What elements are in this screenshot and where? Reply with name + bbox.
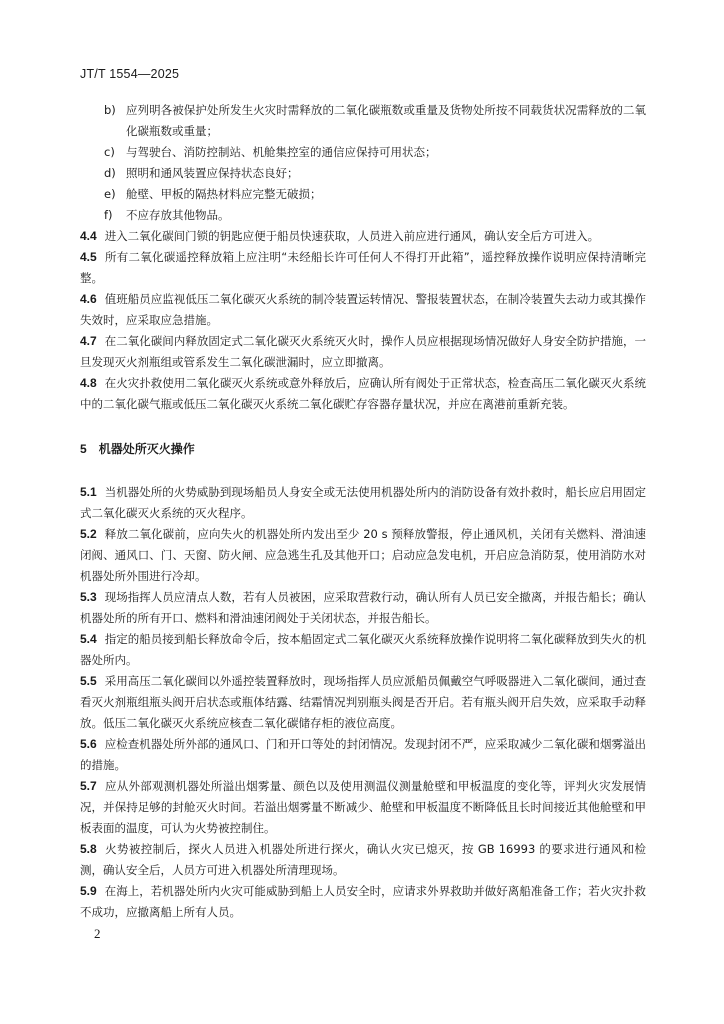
standard-code: JT/T 1554—2025 [80, 67, 180, 81]
clause-number: 4.8 [80, 376, 97, 390]
clause-number: 5.9 [80, 884, 97, 898]
clause-text: 应检查机器处所外部的通风口、门和开口等处的封闭情况。发现封闭不严，应采取减少二氧化碳和烟雾溢出的措施。 [80, 737, 646, 772]
clause [80, 881, 646, 923]
clause [80, 776, 646, 839]
clause-number: 5.4 [80, 632, 97, 646]
clause [80, 524, 646, 587]
list-text: 不应存放其他物品。 [126, 208, 230, 222]
clause [80, 734, 646, 776]
clause-number: 5.3 [80, 590, 97, 604]
clause-text: 值班船员应监视低压二氧化碳灭火系统的制冷装置运转情况、警报装置状态，在制冷装置失去动力或其操作失效时，应采取应急措施。 [80, 292, 646, 327]
clause [80, 331, 646, 373]
clause-text: 在火灾扑救使用二氧化碳灭火系统或意外释放后，应确认所有阀处于正常状态，检查高压二氧化碳灭火系统中的二氧化碳气瓶或低压二氧化碳灭火系统二氧化碳贮存容器存量状况，并应在离港前重新充装。 [80, 376, 646, 411]
clause [80, 482, 646, 524]
list-marker: d) [104, 166, 116, 180]
clause-text: 所有二氧化碳遥控释放箱上应注明“未经船长许可任何人不得打开此箱”，遥控释放操作说明应保持清晰完整。 [80, 250, 646, 285]
clause [80, 247, 646, 289]
clause-text: 采用高压二氧化碳间以外遥控装置释放时，现场指挥人员应派船员佩戴空气呼吸器进入二氧化碳间，通过查看灭火剂瓶组瓶头阀开启状态或瓶体结露、结霜情况判别瓶头阀是否开启。若有瓶头阀开启失效，应采取手动释放。低压二氧化碳灭火系统应核查二氧化碳储存柜的液位高度。 [80, 674, 646, 730]
list-marker: c) [104, 145, 115, 159]
clause-number: 5.6 [80, 737, 97, 751]
list-marker: f) [104, 208, 113, 222]
clause-number: 5.8 [80, 842, 97, 856]
clause-number: 5.2 [80, 527, 97, 541]
list-item [104, 100, 646, 142]
clause-number: 5.5 [80, 674, 97, 688]
clause [80, 289, 646, 331]
clause-text: 现场指挥人员应清点人数，若有人员被困，应采取营救行动，确认所有人员已安全撤离，并报告船长；确认机器处所的所有开口、燃料和滑油速闭阀处于关闭状态，并报告船长。 [80, 590, 646, 625]
section-heading [80, 439, 646, 460]
clause-text: 在二氧化碳间内释放固定式二氧化碳灭火系统灭火时，操作人员应根据现场情况做好人身安全防护措施，一旦发现灭火剂瓶组或管系发生二氧化碳泄漏时，应立即撤离。 [80, 334, 646, 369]
clause-number: 5.7 [80, 779, 97, 793]
clause-text: 火势被控制后，探火人员进入机器处所进行探火，确认火灾已熄灭，按 GB 16993 的要求进行通风和检测，确认安全后，人员方可进入机器处所清理现场。 [80, 842, 646, 877]
document-body [80, 100, 646, 923]
clause-number: 5.1 [80, 485, 97, 499]
list-item [104, 205, 646, 226]
section-title: 机器处所灭火操作 [98, 442, 195, 456]
clause-number: 4.4 [80, 229, 97, 243]
list-marker: e) [104, 187, 116, 201]
clause [80, 629, 646, 671]
list-item [104, 142, 646, 163]
clause [80, 587, 646, 629]
clause-text: 应从外部观测机器处所溢出烟雾量、颜色以及使用测温仪测量舱壁和甲板温度的变化等，评判火灾发展情况，并保持足够的封舱灭火时间。若溢出烟雾量不断减少、舱壁和甲板温度不断降低且长时间接近其他舱壁和甲板表面的温度，可认为火势被控制住。 [80, 779, 646, 835]
clause [80, 226, 646, 247]
list-item [104, 184, 646, 205]
list-text: 与驾驶台、消防控制站、机舱集控室的通信应保持可用状态； [126, 145, 437, 159]
list-item [104, 163, 646, 184]
list-text: 舱壁、甲板的隔热材料应完整无破损； [126, 187, 322, 201]
page-number: 2 [94, 926, 101, 941]
clause-text: 指定的船员接到船长释放命令后，按本船固定式二氧化碳灭火系统释放操作说明将二氧化碳释放到失火的机器处所内。 [80, 632, 646, 667]
clause-number: 4.5 [80, 250, 97, 264]
clause [80, 839, 646, 881]
list-text: 应列明各被保护处所发生火灾时需释放的二氧化碳瓶数或重量及货物处所按不同载货状况需释放的二氧化碳瓶数或重量； [126, 103, 646, 138]
clause-number: 4.7 [80, 334, 97, 348]
section-number: 5 [80, 442, 87, 456]
clause [80, 373, 646, 415]
list-marker: b) [104, 103, 116, 117]
clause [80, 671, 646, 734]
clause-text: 在海上，若机器处所内火灾可能威胁到船上人员安全时，应请求外界救助并做好离船准备工作；若火灾扑救不成功，应撤离船上所有人员。 [80, 884, 646, 919]
clause-text: 进入二氧化碳间门锁的钥匙应便于船员快速获取，人员进入前应进行通风，确认安全后方可进入。 [104, 229, 600, 243]
list-text: 照明和通风装置应保持状态良好； [126, 166, 299, 180]
clause-number: 4.6 [80, 292, 97, 306]
clause-text: 释放二氧化碳前，应向失火的机器处所内发出至少 20 s 预释放警报，停止通风机，关闭有关燃料、滑油速闭阀、通风口、门、天窗、防火闸、应急逃生孔及其他开口；启动应急发电机，开启应急消防泵，使用消防水对机器处所外围进行冷却。 [80, 527, 646, 583]
clause-text: 当机器处所的火势威胁到现场船员人身安全或无法使用机器处所内的消防设备有效扑救时，船长应启用固定式二氧化碳灭火系统的灭火程序。 [80, 485, 646, 520]
